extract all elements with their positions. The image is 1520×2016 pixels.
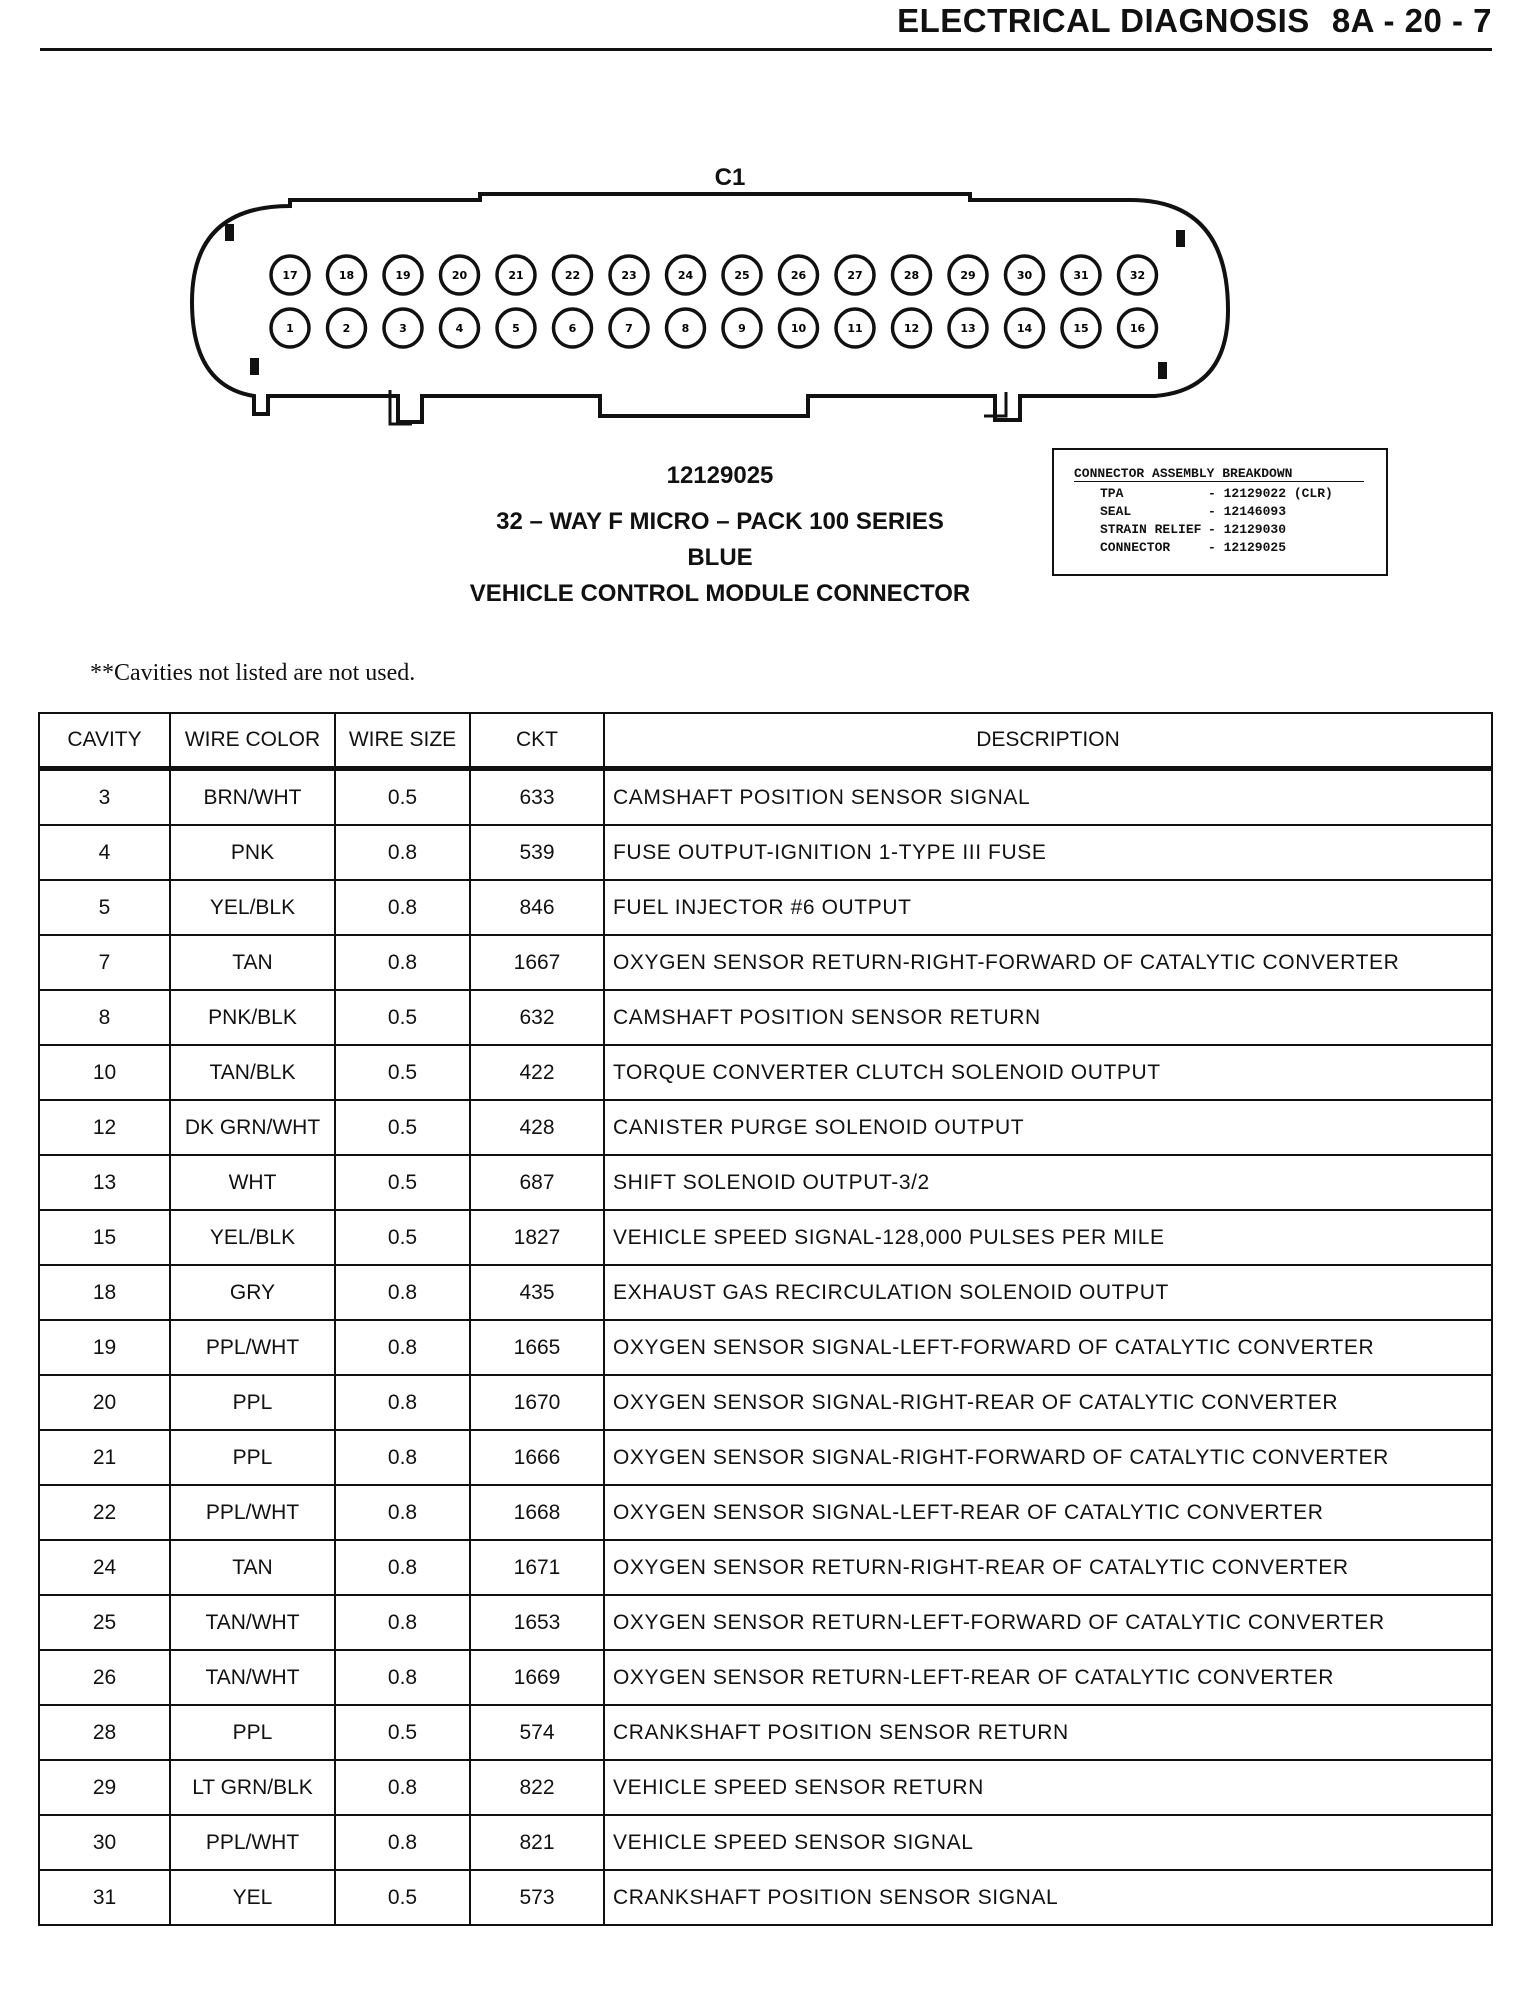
- cavity-cell: 22: [39, 1485, 170, 1540]
- wire-size-cell: 0.8: [335, 825, 470, 880]
- cavity-number: 25: [734, 269, 750, 282]
- cavity-number: 26: [790, 269, 807, 282]
- table-row: [39, 1320, 1492, 1375]
- ckt-cell: 539: [470, 825, 604, 880]
- header-cavity: CAVITY: [39, 713, 170, 769]
- description-cell: CAMSHAFT POSITION SENSOR RETURN: [604, 990, 1492, 1045]
- description-cell: EXHAUST GAS RECIRCULATION SOLENOID OUTPUT: [604, 1265, 1492, 1320]
- cavity-cell: 10: [39, 1045, 170, 1100]
- cavity-number: 30: [1016, 269, 1033, 282]
- wire-size-cell: 0.8: [335, 1815, 470, 1870]
- header-wire-size: WIRE SIZE: [335, 713, 470, 769]
- description-cell: CAMSHAFT POSITION SENSOR SIGNAL: [604, 769, 1492, 826]
- cavity-cell: 5: [39, 880, 170, 935]
- cavity-number: 6: [568, 322, 577, 335]
- description-cell: TORQUE CONVERTER CLUTCH SOLENOID OUTPUT: [604, 1045, 1492, 1100]
- wire-color-cell: PNK/BLK: [170, 990, 335, 1045]
- table-row: [39, 880, 1492, 935]
- table-row: [39, 769, 1492, 826]
- wire-color-cell: GRY: [170, 1265, 335, 1320]
- cavity-cell: 28: [39, 1705, 170, 1760]
- ckt-cell: 846: [470, 880, 604, 935]
- wire-size-cell: 0.8: [335, 1375, 470, 1430]
- cavity-number: 17: [282, 269, 298, 282]
- wire-color-cell: LT GRN/BLK: [170, 1760, 335, 1815]
- cavity-number: 28: [903, 269, 920, 282]
- description-cell: CRANKSHAFT POSITION SENSOR SIGNAL: [604, 1870, 1492, 1925]
- cavity-cell: 3: [39, 769, 170, 826]
- unused-cavities-note: **Cavities not listed are not used.: [90, 660, 416, 686]
- wire-size-cell: 0.5: [335, 1155, 470, 1210]
- cavity-cell: 29: [39, 1760, 170, 1815]
- table-row: [39, 1155, 1492, 1210]
- cavity-number: 3: [399, 322, 407, 335]
- table-header-row: [39, 713, 1492, 769]
- connector-label: C1: [714, 164, 746, 191]
- cavity-number: 15: [1073, 322, 1089, 335]
- header-title-text: ELECTRICAL DIAGNOSIS: [897, 2, 1310, 39]
- description-cell: CRANKSHAFT POSITION SENSOR RETURN: [604, 1705, 1492, 1760]
- page-title: [897, 2, 1492, 40]
- ckt-cell: 1671: [470, 1540, 604, 1595]
- cavity-number: 4: [455, 322, 464, 335]
- wire-size-cell: 0.5: [335, 769, 470, 826]
- ckt-cell: 428: [470, 1100, 604, 1155]
- cavity-number: 2: [342, 322, 351, 335]
- description-cell: VEHICLE SPEED SENSOR SIGNAL: [604, 1815, 1492, 1870]
- wire-color-cell: YEL: [170, 1870, 335, 1925]
- cavity-number: 10: [790, 322, 807, 335]
- cavity-cell: 7: [39, 935, 170, 990]
- cavity-number: 23: [621, 269, 637, 282]
- wire-color-cell: YEL/BLK: [170, 1210, 335, 1265]
- table-row: [39, 1650, 1492, 1705]
- ckt-cell: 1667: [470, 935, 604, 990]
- wire-color-cell: PNK: [170, 825, 335, 880]
- wire-size-cell: 0.8: [335, 1485, 470, 1540]
- table-row: [39, 1705, 1492, 1760]
- cavity-cell: 20: [39, 1375, 170, 1430]
- table-row: [39, 1375, 1492, 1430]
- wire-size-cell: 0.8: [335, 1430, 470, 1485]
- wire-color-cell: WHT: [170, 1155, 335, 1210]
- description-cell: OXYGEN SENSOR RETURN-LEFT-REAR OF CATALYTIC CONVERTER: [604, 1650, 1492, 1705]
- connector-diagram: [180, 190, 1240, 440]
- table-row: [39, 1100, 1492, 1155]
- description-cell: VEHICLE SPEED SIGNAL-128,000 PULSES PER MILE: [604, 1210, 1492, 1265]
- ckt-cell: 632: [470, 990, 604, 1045]
- connector-part-number: 12129025: [666, 462, 774, 489]
- cavity-cell: 12: [39, 1100, 170, 1155]
- cavity-number: 18: [338, 269, 355, 282]
- cavity-number: 16: [1129, 322, 1146, 335]
- table-row: [39, 1870, 1492, 1925]
- cavity-number: 13: [960, 322, 976, 335]
- table-row: [39, 1760, 1492, 1815]
- cavity-number: 5: [512, 322, 520, 335]
- table-row: [39, 1045, 1492, 1100]
- assembly-row: STRAIN RELIEF - 12129030: [1100, 522, 1287, 537]
- wire-color-cell: TAN/WHT: [170, 1650, 335, 1705]
- cavity-number: 24: [677, 269, 694, 282]
- cavity-cell: 4: [39, 825, 170, 880]
- cavity-number: 7: [625, 322, 633, 335]
- wire-size-cell: 0.8: [335, 1320, 470, 1375]
- ckt-cell: 633: [470, 769, 604, 826]
- wire-size-cell: 0.5: [335, 1045, 470, 1100]
- table-row: [39, 825, 1492, 880]
- cavity-number: 29: [960, 269, 976, 282]
- cavity-cell: 25: [39, 1595, 170, 1650]
- ckt-cell: 422: [470, 1045, 604, 1100]
- table-row: [39, 1815, 1492, 1870]
- ckt-cell: 573: [470, 1870, 604, 1925]
- wire-color-cell: PPL: [170, 1430, 335, 1485]
- wire-color-cell: DK GRN/WHT: [170, 1100, 335, 1155]
- description-cell: OXYGEN SENSOR RETURN-RIGHT-FORWARD OF CATALYTIC CONVERTER: [604, 935, 1492, 990]
- cavity-number: 11: [847, 322, 863, 335]
- header-description: DESCRIPTION: [604, 713, 1492, 769]
- wire-color-cell: TAN/BLK: [170, 1045, 335, 1100]
- wire-size-cell: 0.5: [335, 990, 470, 1045]
- wire-color-cell: TAN: [170, 1540, 335, 1595]
- wire-color-cell: BRN/WHT: [170, 769, 335, 826]
- wire-color-cell: PPL/WHT: [170, 1485, 335, 1540]
- latch-mark: [1158, 362, 1167, 379]
- ckt-cell: 1653: [470, 1595, 604, 1650]
- cavity-cell: 26: [39, 1650, 170, 1705]
- table-row: [39, 1430, 1492, 1485]
- cavity-table: [38, 712, 1493, 1926]
- table-body: [39, 769, 1492, 1926]
- latch-mark: [225, 224, 234, 241]
- cavity-number: 31: [1073, 269, 1089, 282]
- ckt-cell: 1670: [470, 1375, 604, 1430]
- wire-size-cell: 0.5: [335, 1705, 470, 1760]
- ckt-cell: 435: [470, 1265, 604, 1320]
- cavity-cell: 31: [39, 1870, 170, 1925]
- wire-size-cell: 0.8: [335, 880, 470, 935]
- wire-size-cell: 0.8: [335, 1595, 470, 1650]
- cavity-cell: 13: [39, 1155, 170, 1210]
- ckt-cell: 821: [470, 1815, 604, 1870]
- cavity-number: 21: [508, 269, 524, 282]
- wire-size-cell: 0.5: [335, 1100, 470, 1155]
- cavity-number: 14: [1016, 322, 1033, 335]
- ckt-cell: 574: [470, 1705, 604, 1760]
- header-wire-color: WIRE COLOR: [170, 713, 335, 769]
- table-row: [39, 1540, 1492, 1595]
- cavity-group: [271, 256, 1157, 347]
- assembly-row: TPA - 12129022 (CLR): [1100, 486, 1333, 501]
- connector-type: 32 – WAY F MICRO – PACK 100 SERIES: [496, 508, 944, 535]
- wire-color-cell: PPL: [170, 1705, 335, 1760]
- wire-size-cell: 0.8: [335, 1540, 470, 1595]
- description-cell: OXYGEN SENSOR RETURN-LEFT-FORWARD OF CATALYTIC CONVERTER: [604, 1595, 1492, 1650]
- description-cell: OXYGEN SENSOR SIGNAL-LEFT-FORWARD OF CATALYTIC CONVERTER: [604, 1320, 1492, 1375]
- ckt-cell: 1668: [470, 1485, 604, 1540]
- assembly-breakdown-box: [1052, 448, 1388, 576]
- cavity-cell: 8: [39, 990, 170, 1045]
- cavity-cell: 21: [39, 1430, 170, 1485]
- description-cell: FUEL INJECTOR #6 OUTPUT: [604, 880, 1492, 935]
- description-cell: OXYGEN SENSOR RETURN-RIGHT-REAR OF CATALYTIC CONVERTER: [604, 1540, 1492, 1595]
- cavity-number: 8: [681, 322, 690, 335]
- cavity-number: 32: [1129, 269, 1146, 282]
- connector-info: [380, 458, 1060, 612]
- latch-mark: [250, 358, 259, 375]
- wire-color-cell: PPL/WHT: [170, 1320, 335, 1375]
- ckt-cell: 822: [470, 1760, 604, 1815]
- wire-size-cell: 0.8: [335, 1650, 470, 1705]
- wire-size-cell: 0.8: [335, 1265, 470, 1320]
- table-row: [39, 935, 1492, 990]
- table-row: [39, 1265, 1492, 1320]
- cavity-number: 22: [564, 269, 581, 282]
- wire-color-cell: TAN: [170, 935, 335, 990]
- cavity-cell: 19: [39, 1320, 170, 1375]
- connector-color: BLUE: [687, 544, 753, 571]
- description-cell: OXYGEN SENSOR SIGNAL-LEFT-REAR OF CATALYTIC CONVERTER: [604, 1485, 1492, 1540]
- assembly-row: CONNECTOR - 12129025: [1100, 540, 1287, 555]
- wire-color-cell: YEL/BLK: [170, 880, 335, 935]
- description-cell: OXYGEN SENSOR SIGNAL-RIGHT-FORWARD OF CATALYTIC CONVERTER: [604, 1430, 1492, 1485]
- ckt-cell: 687: [470, 1155, 604, 1210]
- cavity-number: 1: [286, 322, 294, 335]
- latch-mark: [1176, 230, 1185, 247]
- description-cell: SHIFT SOLENOID OUTPUT-3/2: [604, 1155, 1492, 1210]
- cavity-cell: 30: [39, 1815, 170, 1870]
- wire-size-cell: 0.5: [335, 1870, 470, 1925]
- description-cell: VEHICLE SPEED SENSOR RETURN: [604, 1760, 1492, 1815]
- ckt-cell: 1665: [470, 1320, 604, 1375]
- wire-size-cell: 0.5: [335, 1210, 470, 1265]
- cavity-cell: 24: [39, 1540, 170, 1595]
- assembly-title: CONNECTOR ASSEMBLY BREAKDOWN: [1074, 466, 1364, 482]
- cavity-number: 27: [847, 269, 863, 282]
- wire-color-cell: PPL: [170, 1375, 335, 1430]
- cavity-cell: 18: [39, 1265, 170, 1320]
- cavity-number: 12: [903, 322, 920, 335]
- table-row: [39, 990, 1492, 1045]
- table-row: [39, 1210, 1492, 1265]
- page-header: [40, 0, 1492, 51]
- wire-size-cell: 0.8: [335, 935, 470, 990]
- connector-name: VEHICLE CONTROL MODULE CONNECTOR: [469, 580, 971, 607]
- wire-color-cell: TAN/WHT: [170, 1595, 335, 1650]
- description-cell: CANISTER PURGE SOLENOID OUTPUT: [604, 1100, 1492, 1155]
- table-row: [39, 1485, 1492, 1540]
- cavity-number: 20: [451, 269, 468, 282]
- wire-size-cell: 0.8: [335, 1760, 470, 1815]
- ckt-cell: 1666: [470, 1430, 604, 1485]
- cavity-cell: 15: [39, 1210, 170, 1265]
- description-cell: OXYGEN SENSOR SIGNAL-RIGHT-REAR OF CATALYTIC CONVERTER: [604, 1375, 1492, 1430]
- cavity-number: 9: [738, 322, 746, 335]
- section-number: 8A - 20 - 7: [1331, 2, 1492, 39]
- wire-color-cell: PPL/WHT: [170, 1815, 335, 1870]
- table-row: [39, 1595, 1492, 1650]
- description-cell: FUSE OUTPUT-IGNITION 1-TYPE III FUSE: [604, 825, 1492, 880]
- ckt-cell: 1669: [470, 1650, 604, 1705]
- cavity-number: 19: [395, 269, 411, 282]
- ckt-cell: 1827: [470, 1210, 604, 1265]
- assembly-row: SEAL - 12146093: [1100, 504, 1287, 519]
- header-ckt: CKT: [470, 713, 604, 769]
